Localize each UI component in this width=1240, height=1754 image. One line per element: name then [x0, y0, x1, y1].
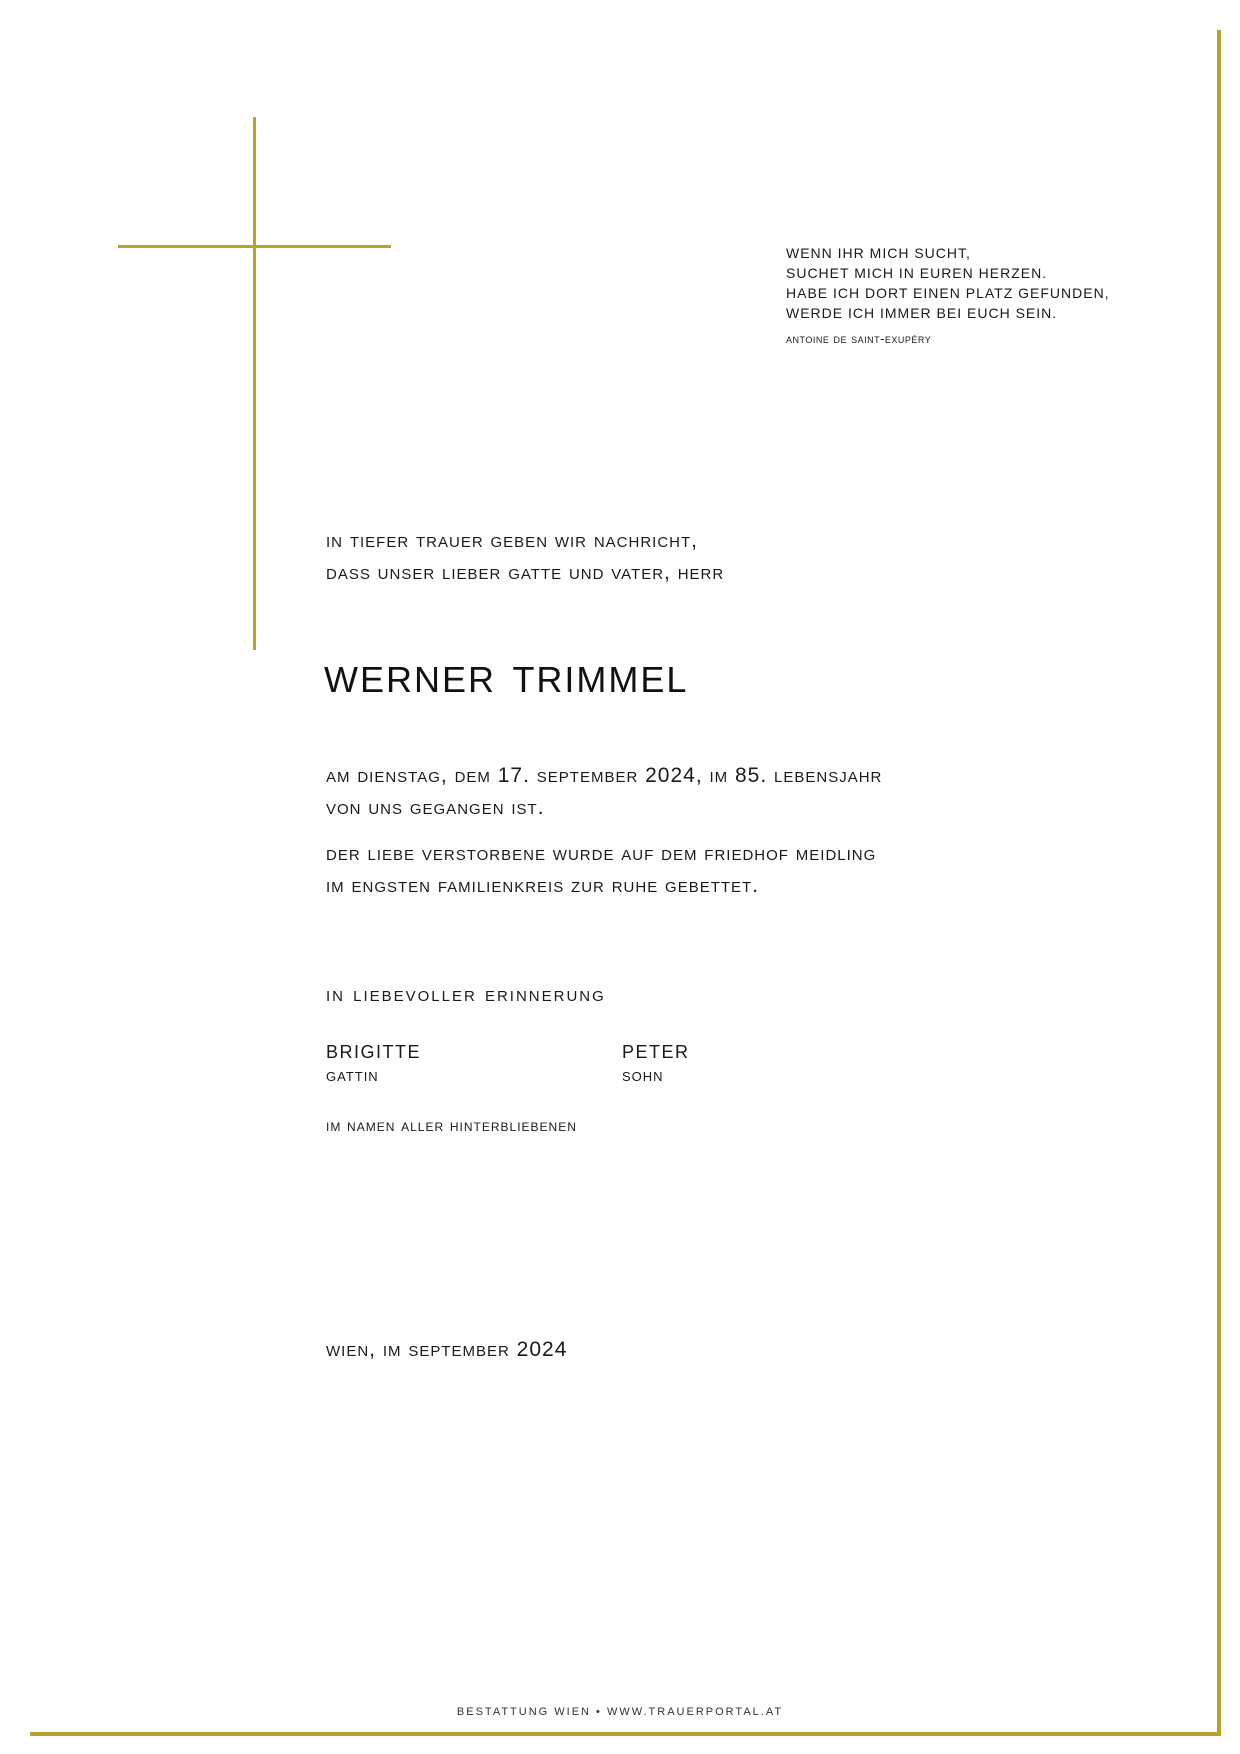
mourner-name: brigitte — [326, 1034, 422, 1064]
death-line-2: von uns gegangen ist. — [326, 796, 545, 819]
burial-line-1: der liebe verstorbene wurde auf dem friedhof meidling — [326, 842, 877, 865]
on-behalf-line: im namen aller hinterbliebenen — [326, 1116, 577, 1135]
cross-horizontal-bar — [118, 245, 391, 248]
deceased-name: werner trimmel — [324, 646, 689, 704]
mourner-wife — [326, 1034, 421, 1086]
death-line-1: am dienstag, dem 17. september 2024, im 85. lebensjahr — [326, 764, 883, 787]
footer-imprint: BESTATTUNG WIEN • WWW.TRAUERPORTAL.AT — [456, 1706, 784, 1718]
mourner-role: gattin — [326, 1065, 379, 1085]
remembrance-heading: in liebevoller erinnerung — [326, 981, 606, 1006]
frame-bottom-border — [30, 1732, 1221, 1736]
burial-line-2: im engsten familienkreis zur ruhe gebettet. — [326, 874, 760, 897]
quote-block — [786, 243, 1110, 323]
mourner-son — [622, 1034, 690, 1086]
intro-text — [326, 525, 724, 589]
burial-notice — [326, 838, 876, 902]
mourner-role: sohn — [622, 1065, 664, 1085]
quote-author: antoine de saint-exupéry — [786, 331, 932, 346]
quote-line: WERDE ICH IMMER BEI EUCH SEIN. — [786, 305, 1058, 321]
quote-line: WENN IHR MICH SUCHT, — [786, 245, 971, 261]
cross-vertical-bar — [253, 117, 256, 650]
intro-line-2: dass unser lieber gatte und vater, herr — [326, 561, 725, 584]
death-notice — [326, 760, 882, 824]
quote-line: SUCHET MICH IN EUREN HERZEN. — [786, 265, 1048, 281]
intro-line-1: in tiefer trauer geben wir nachricht, — [326, 529, 699, 552]
place-date: wien, im september 2024 — [326, 1338, 568, 1361]
frame-right-border — [1217, 30, 1221, 1736]
quote-line: HABE ICH DORT EINEN PLATZ GEFUNDEN, — [786, 285, 1110, 301]
mourner-name: peter — [622, 1034, 690, 1064]
